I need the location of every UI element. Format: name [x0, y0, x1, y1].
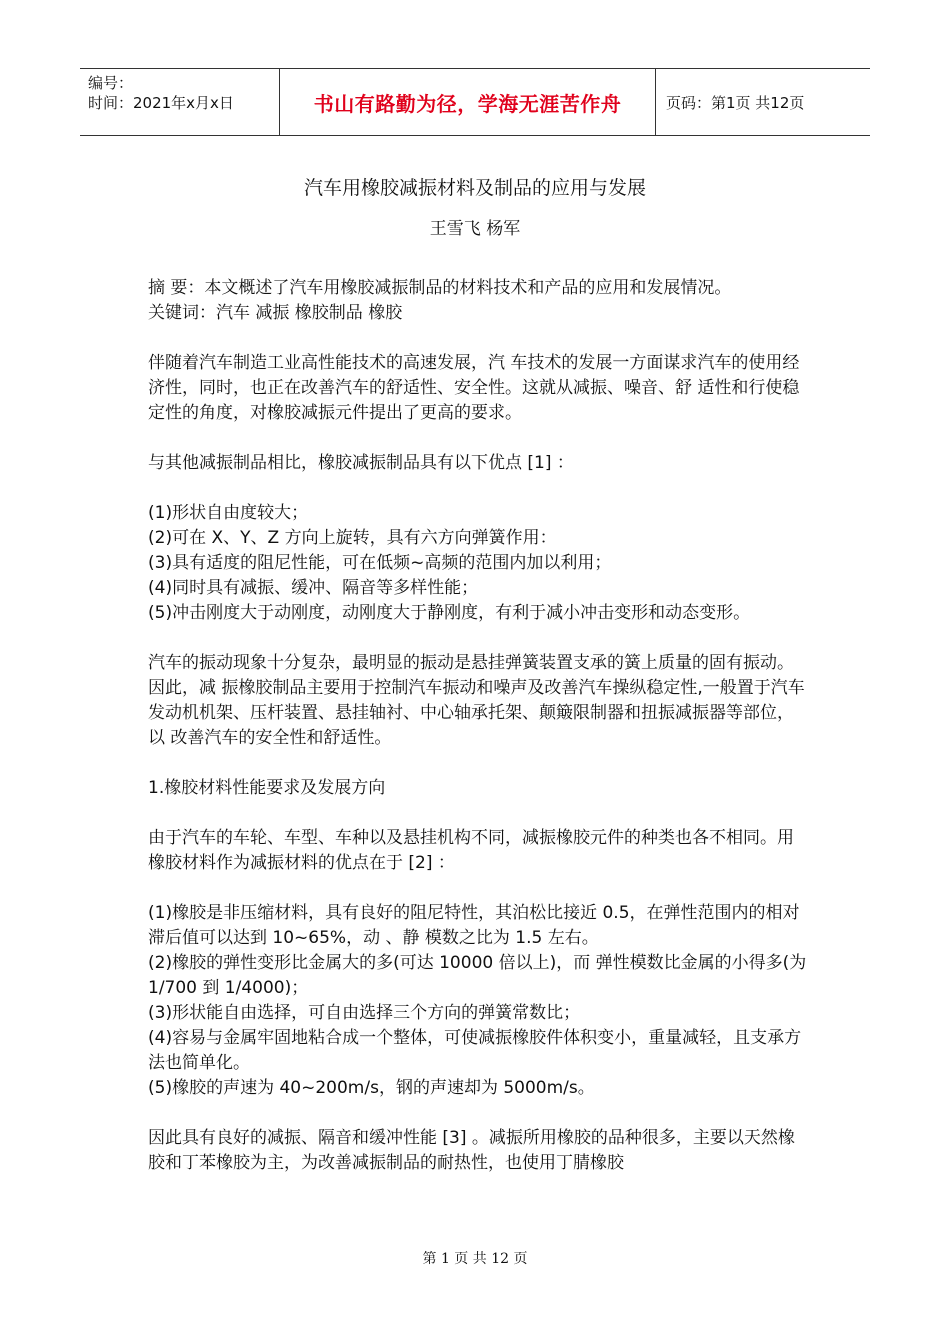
paragraph-gap	[148, 476, 808, 501]
paragraph-gap	[148, 751, 808, 776]
body-paragraph: 摘 要：本文概述了汽车用橡胶减振制品的材料技术和产品的应用和发展情况。	[148, 278, 732, 298]
header-motto-cell	[280, 69, 656, 135]
body-paragraph: 1.橡胶材料性能要求及发展方向	[148, 778, 386, 798]
document-number-label: 编号：	[88, 74, 134, 92]
header-page-info: 页码：第1页 共12页	[666, 93, 805, 112]
body-paragraph: 汽车的振动现象十分复杂，最明显的振动是悬挂弹簧装置支承的簧上质量的固有振动。因此，减 振橡胶制品主要用于控制汽车振动和噪声及改善汽车操纵稳定性,一般置于汽车发动机机架、压杆装置、悬挂轴衬、中心轴承托架、颠簸限制器和扭振减振器等部位，以 改善汽车的安全性和舒适性。	[148, 653, 805, 748]
body-paragraph: 因此具有良好的减振、隔音和缓冲性能 [3] 。减振所用橡胶的品种很多，主要以天然橡胶和丁苯橡胶为主，为改善减振制品的耐热性，也使用丁腈橡胶	[148, 1128, 795, 1173]
document-authors: 王雪飞 杨军	[429, 219, 521, 239]
header-page-cell	[656, 69, 870, 135]
body-paragraph: (1)形状自由度较大；	[148, 503, 309, 523]
body-paragraph: (2)可在 X、Y、Z 方向上旋转，具有六方向弹簧作用：	[148, 528, 557, 548]
document-body	[148, 276, 808, 1176]
paragraph-gap	[148, 626, 808, 651]
page-footer: 第 1 页 共 12 页	[422, 1251, 528, 1267]
body-paragraph: 伴随着汽车制造工业高性能技术的高速发展，汽 车技术的发展一方面谋求汽车的使用经济性，同时，也正在改善汽车的舒适性、安全性。这就从减振、噪音、舒 适性和行使稳定性的角度，对橡胶减振元件提出了更高的要求。	[148, 353, 800, 423]
body-paragraph: (3)具有适度的阻尼性能，可在低频~高频的范围内加以利用；	[148, 553, 612, 573]
body-paragraph: 由于汽车的车轮、车型、车种以及悬挂机构不同，减振橡胶元件的种类也各不相同。用橡胶材料作为减振材料的优点在于 [2] ：	[148, 828, 794, 873]
header-table	[80, 68, 870, 136]
document-time-label: 时间：2021年x月x日	[88, 94, 234, 112]
paragraph-gap	[148, 876, 808, 901]
body-paragraph: (4)容易与金属牢固地粘合成一个整体，可使减振橡胶件体积变小，重量减轻，且支承方法也简单化。	[148, 1028, 802, 1073]
body-paragraph: (5)冲击刚度大于动刚度，动刚度大于静刚度，有利于减小冲击变形和动态变形。	[148, 603, 751, 623]
document-title: 汽车用橡胶减振材料及制品的应用与发展	[303, 177, 646, 199]
header-motto: 书山有路勤为径，学海无涯苦作舟	[313, 91, 622, 116]
paragraph-gap	[148, 1101, 808, 1126]
body-paragraph: (3)形状能自由选择，可自由选择三个方向的弹簧常数比；	[148, 1003, 581, 1023]
body-paragraph: (1)橡胶是非压缩材料，具有良好的阻尼特性，其泊松比接近 0.5，在弹性范围内的相对滞后值可以达到 10~65%，动 、静 模数之比为 1.5 左右。	[148, 903, 800, 948]
body-paragraph: (4)同时具有减振、缓冲、隔音等多样性能；	[148, 578, 479, 598]
body-paragraph: 关键词：汽车 减振 橡胶制品 橡胶	[148, 303, 403, 323]
paragraph-gap	[148, 326, 808, 351]
header-meta-cell	[80, 69, 280, 135]
paragraph-gap	[148, 801, 808, 826]
body-paragraph: (2)橡胶的弹性变形比金属大的多(可达 10000 倍以上)，而 弹性模数比金属的小得多(为 1/700 到 1/4000)；	[148, 953, 807, 998]
body-paragraph: (5)橡胶的声速为 40~200m/s，钢的声速却为 5000m/s。	[148, 1078, 595, 1098]
paragraph-gap	[148, 426, 808, 451]
body-paragraph: 与其他减振制品相比，橡胶减振制品具有以下优点 [1] ：	[148, 453, 574, 473]
